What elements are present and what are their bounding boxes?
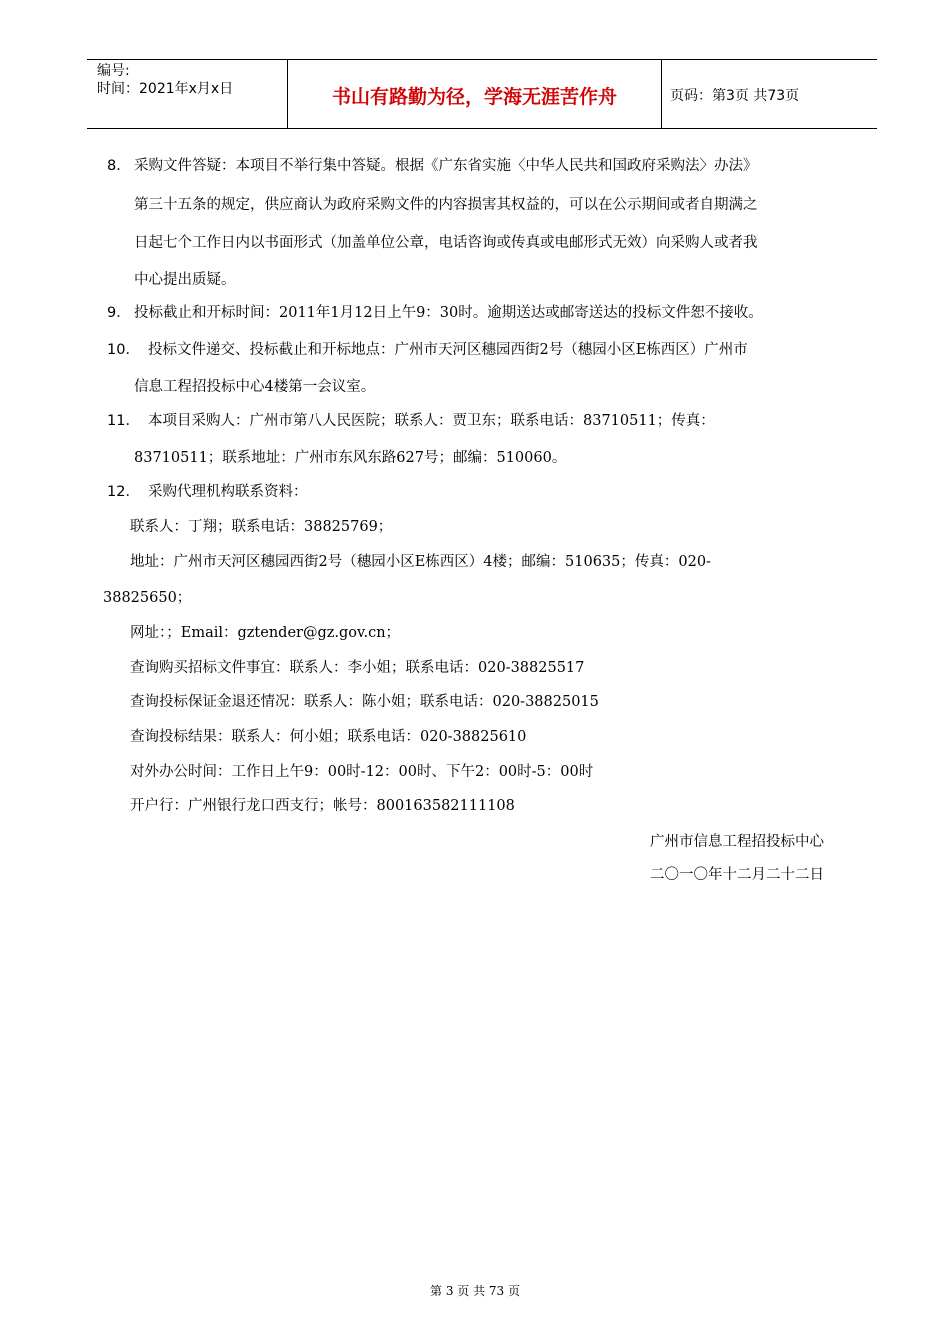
query-purchase-info: 查询购买招标文件事宜：联系人：李小姐；联系电话：020-38825517 bbox=[130, 660, 585, 676]
header-motto: 书山有路勤为径，学海无涯苦作舟 bbox=[331, 86, 617, 108]
agency-address-line-2: 38825650； bbox=[103, 590, 192, 606]
item-11-line-2: 83710511；联系地址：广州市东风东路627号；邮编：510060。 bbox=[134, 450, 567, 466]
item-10-line-1: 投标文件递交、投标截止和开标地点：广州市天河区穗园西街2号（穗园小区E栋西区）广州市 bbox=[148, 342, 748, 358]
query-deposit-info: 查询投标保证金退还情况：联系人：陈小姐；联系电话：020-38825015 bbox=[130, 694, 599, 710]
header-meta-cell bbox=[87, 60, 288, 128]
item-12-line-1: 采购代理机构联系资料： bbox=[148, 484, 308, 500]
header-motto-cell bbox=[288, 60, 662, 128]
header-table bbox=[87, 59, 877, 129]
header-page-info: 页码：第3页 共73页 bbox=[670, 88, 800, 104]
agency-contact: 联系人：丁翔；联系电话：38825769； bbox=[130, 519, 393, 535]
item-11-number: 11． bbox=[107, 413, 140, 429]
item-9-line-1: 投标截止和开标时间：2011年1月12日上午9：30时。逾期送达或邮寄送达的投标文件恕不接收。 bbox=[134, 305, 763, 321]
bank-account: 开户行：广州银行龙口西支行；帐号：800163582111108 bbox=[130, 798, 515, 814]
header-page-cell bbox=[662, 60, 877, 128]
item-12-number: 12． bbox=[107, 484, 140, 500]
document-time-label: 时间：2021年x月x日 bbox=[97, 81, 234, 97]
item-8-line-3: 日起七个工作日内以书面形式（加盖单位公章，电话咨询或传真或电邮形式无效）向采购人或者我 bbox=[134, 235, 758, 251]
document-number-label: 编号: bbox=[97, 63, 130, 79]
item-8-line-4: 中心提出质疑。 bbox=[134, 272, 236, 288]
agency-address-line-1: 地址：广州市天河区穗园西街2号（穗园小区E栋西区）4楼；邮编：510635；传真：020- bbox=[130, 554, 711, 570]
item-8-line-2: 第三十五条的规定，供应商认为政府采购文件的内容损害其权益的，可以在公示期间或者自期满之 bbox=[134, 197, 758, 213]
signature-date: 二〇一〇年十二月二十二日 bbox=[650, 867, 824, 883]
item-11-line-1: 本项目采购人：广州市第八人民医院；联系人：贾卫东；联系电话：83710511；传真： bbox=[148, 413, 715, 429]
agency-website: 网址：；Email：gztender@gz.gov.cn； bbox=[130, 625, 401, 641]
signature-organization: 广州市信息工程招投标中心 bbox=[650, 834, 824, 850]
query-result-info: 查询投标结果：联系人：何小姐；联系电话：020-38825610 bbox=[130, 729, 527, 745]
item-8-line-1: 采购文件答疑：本项目不举行集中答疑。根据《广东省实施〈中华人民共和国政府采购法〉办法》 bbox=[134, 158, 758, 174]
item-10-line-2: 信息工程招投标中心4楼第一会议室。 bbox=[134, 379, 376, 395]
item-8-number: 8． bbox=[107, 158, 131, 174]
item-10-number: 10． bbox=[107, 342, 140, 358]
page-footer: 第 3 页 共 73 页 bbox=[430, 1284, 520, 1298]
office-hours: 对外办公时间：工作日上午9：00时-12：00时、下午2：00时-5：00时 bbox=[130, 764, 594, 780]
item-9-number: 9． bbox=[107, 305, 131, 321]
